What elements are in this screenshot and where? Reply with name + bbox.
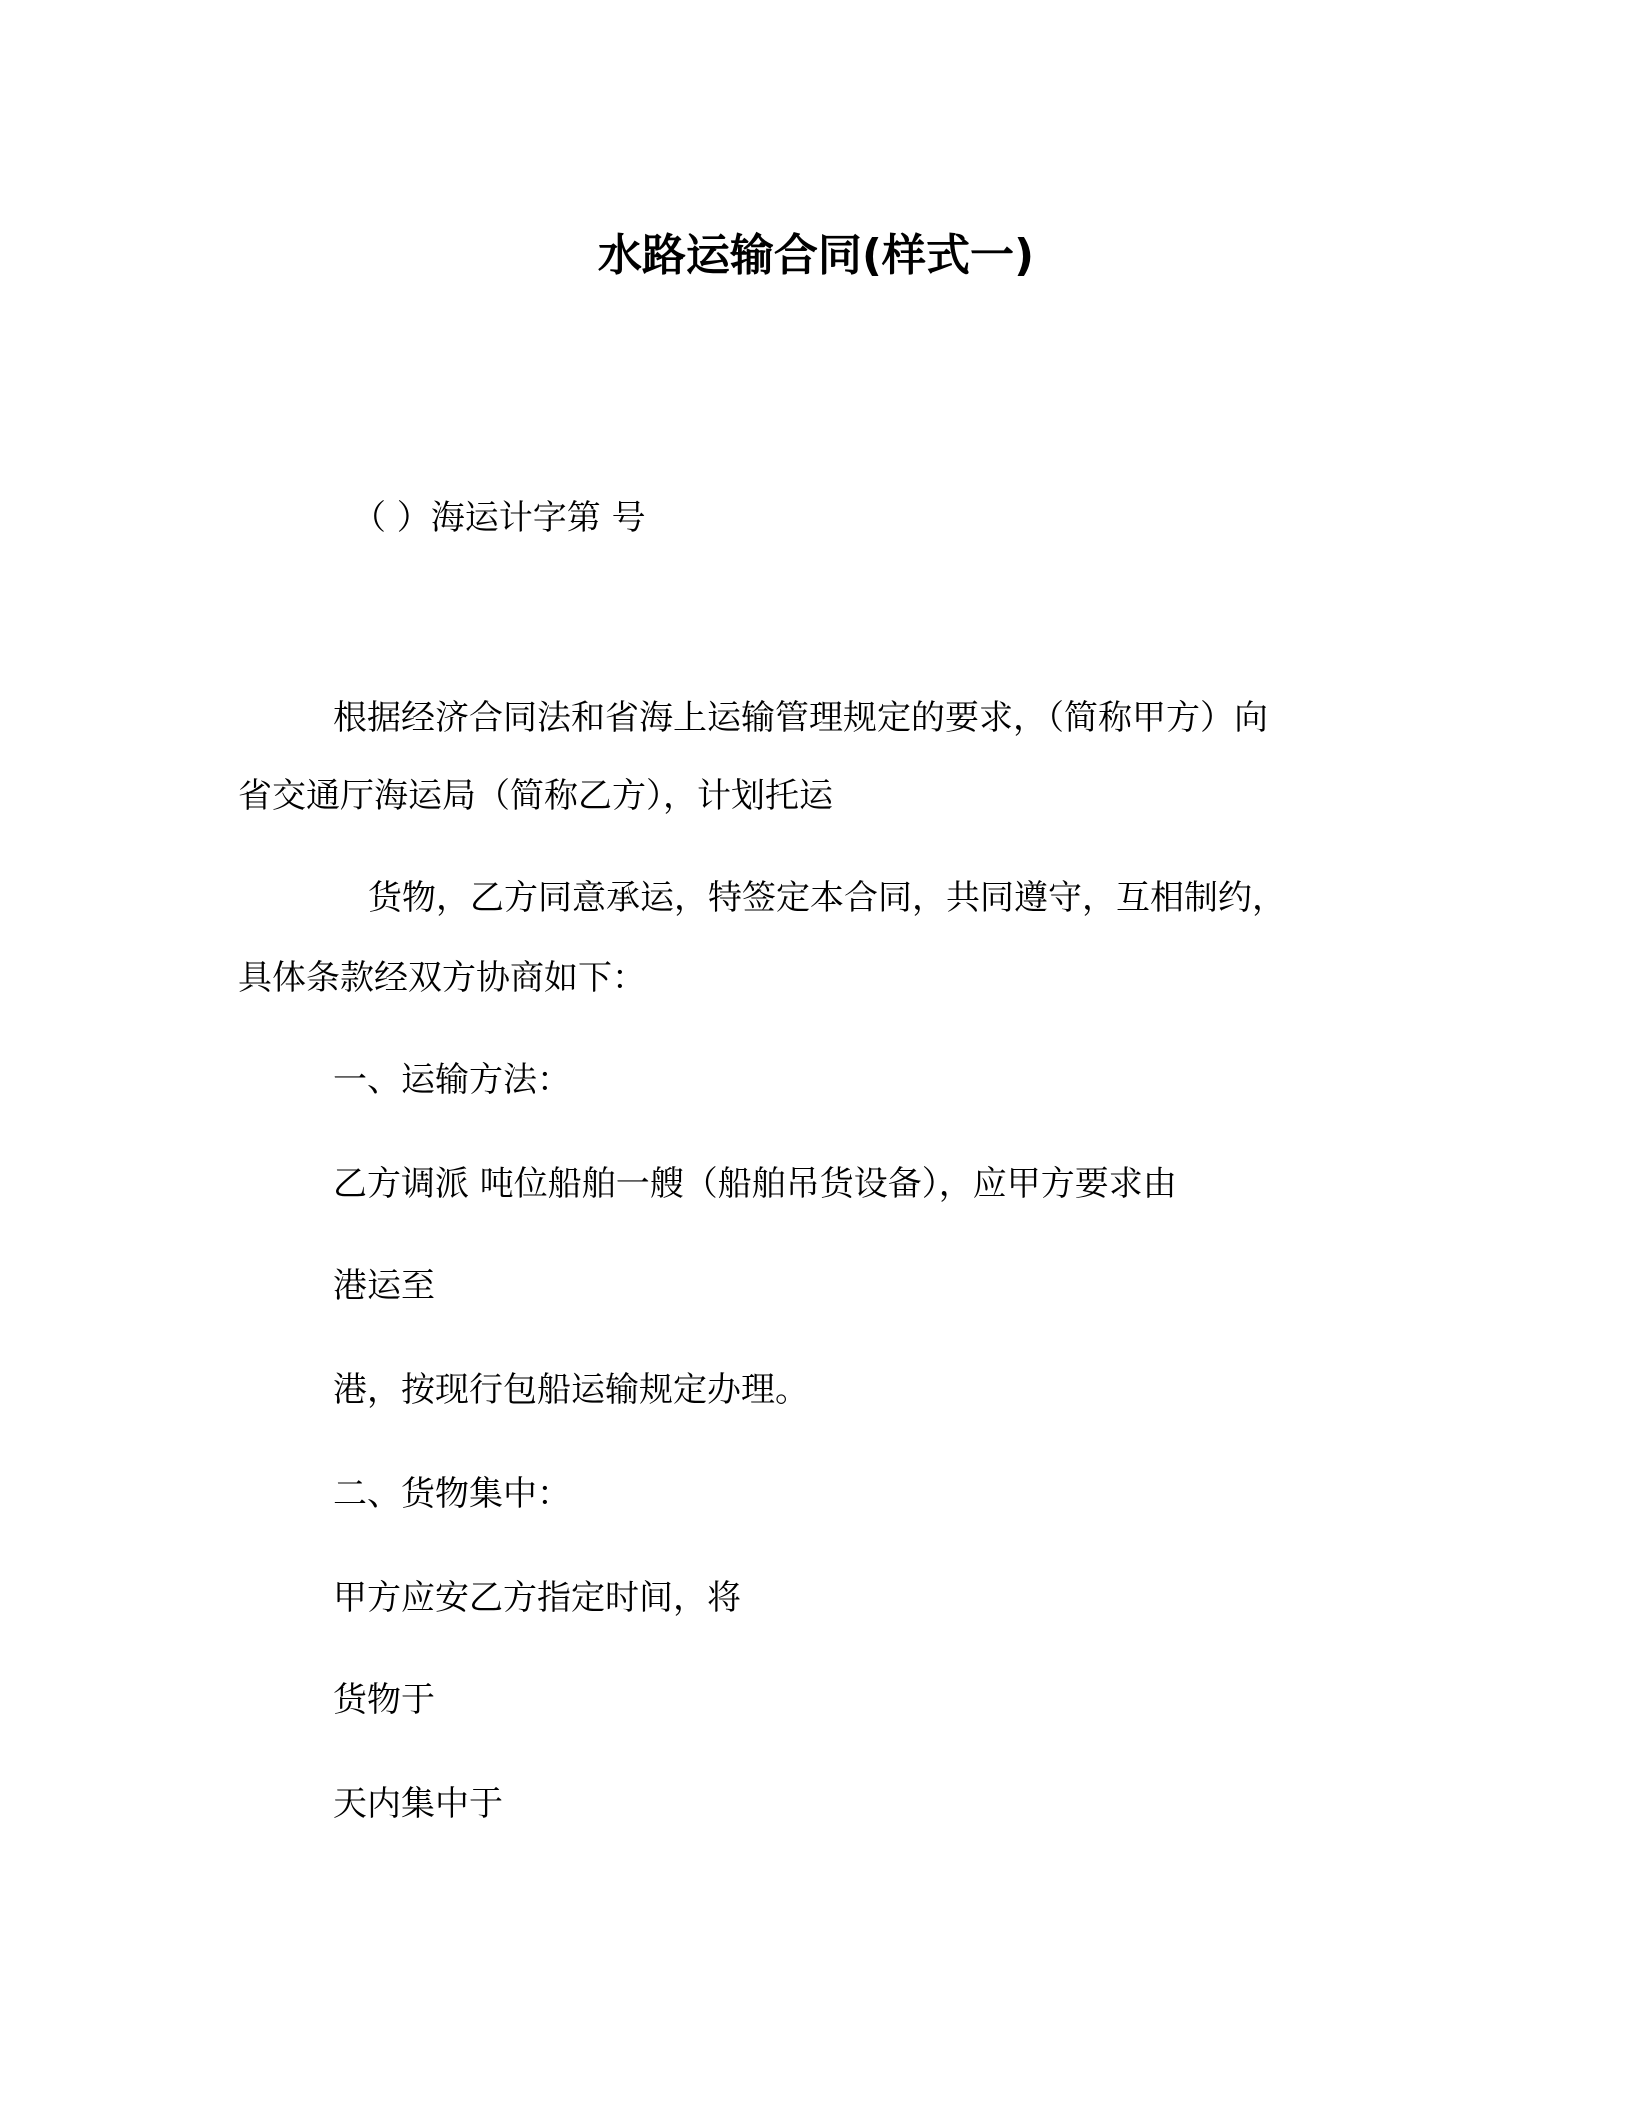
intro-line-2: 省交通厅海运局（简称乙方），计划托运 xyxy=(238,776,833,816)
document-title: 水路运输合同(样式一) xyxy=(597,230,1035,281)
section-2-line-2: 货物于 xyxy=(333,1680,435,1720)
section-1-line-3: 港，按现行包船运输规定办理。 xyxy=(333,1370,809,1410)
contract-number-line: （ ）海运计字第 号 xyxy=(352,498,646,538)
intro-line-1: 根据经济合同法和省海上运输管理规定的要求，（简称甲方）向 xyxy=(333,698,1268,738)
intro-line-4: 具体条款经双方协商如下： xyxy=(238,958,646,998)
section-2-line-3: 天内集中于 xyxy=(333,1784,503,1824)
section-1-heading: 一、运输方法： xyxy=(333,1060,571,1100)
section-1-line-2: 港运至 xyxy=(333,1266,435,1306)
section-2-heading: 二、货物集中： xyxy=(333,1474,571,1514)
intro-line-3: 货物，乙方同意承运，特签定本合同，共同遵守，互相制约， xyxy=(368,878,1286,918)
section-2-line-1: 甲方应安乙方指定时间，将 xyxy=(333,1578,741,1618)
section-1-line-1: 乙方调派 吨位船舶一艘（船舶吊货设备），应甲方要求由 xyxy=(333,1164,1177,1204)
